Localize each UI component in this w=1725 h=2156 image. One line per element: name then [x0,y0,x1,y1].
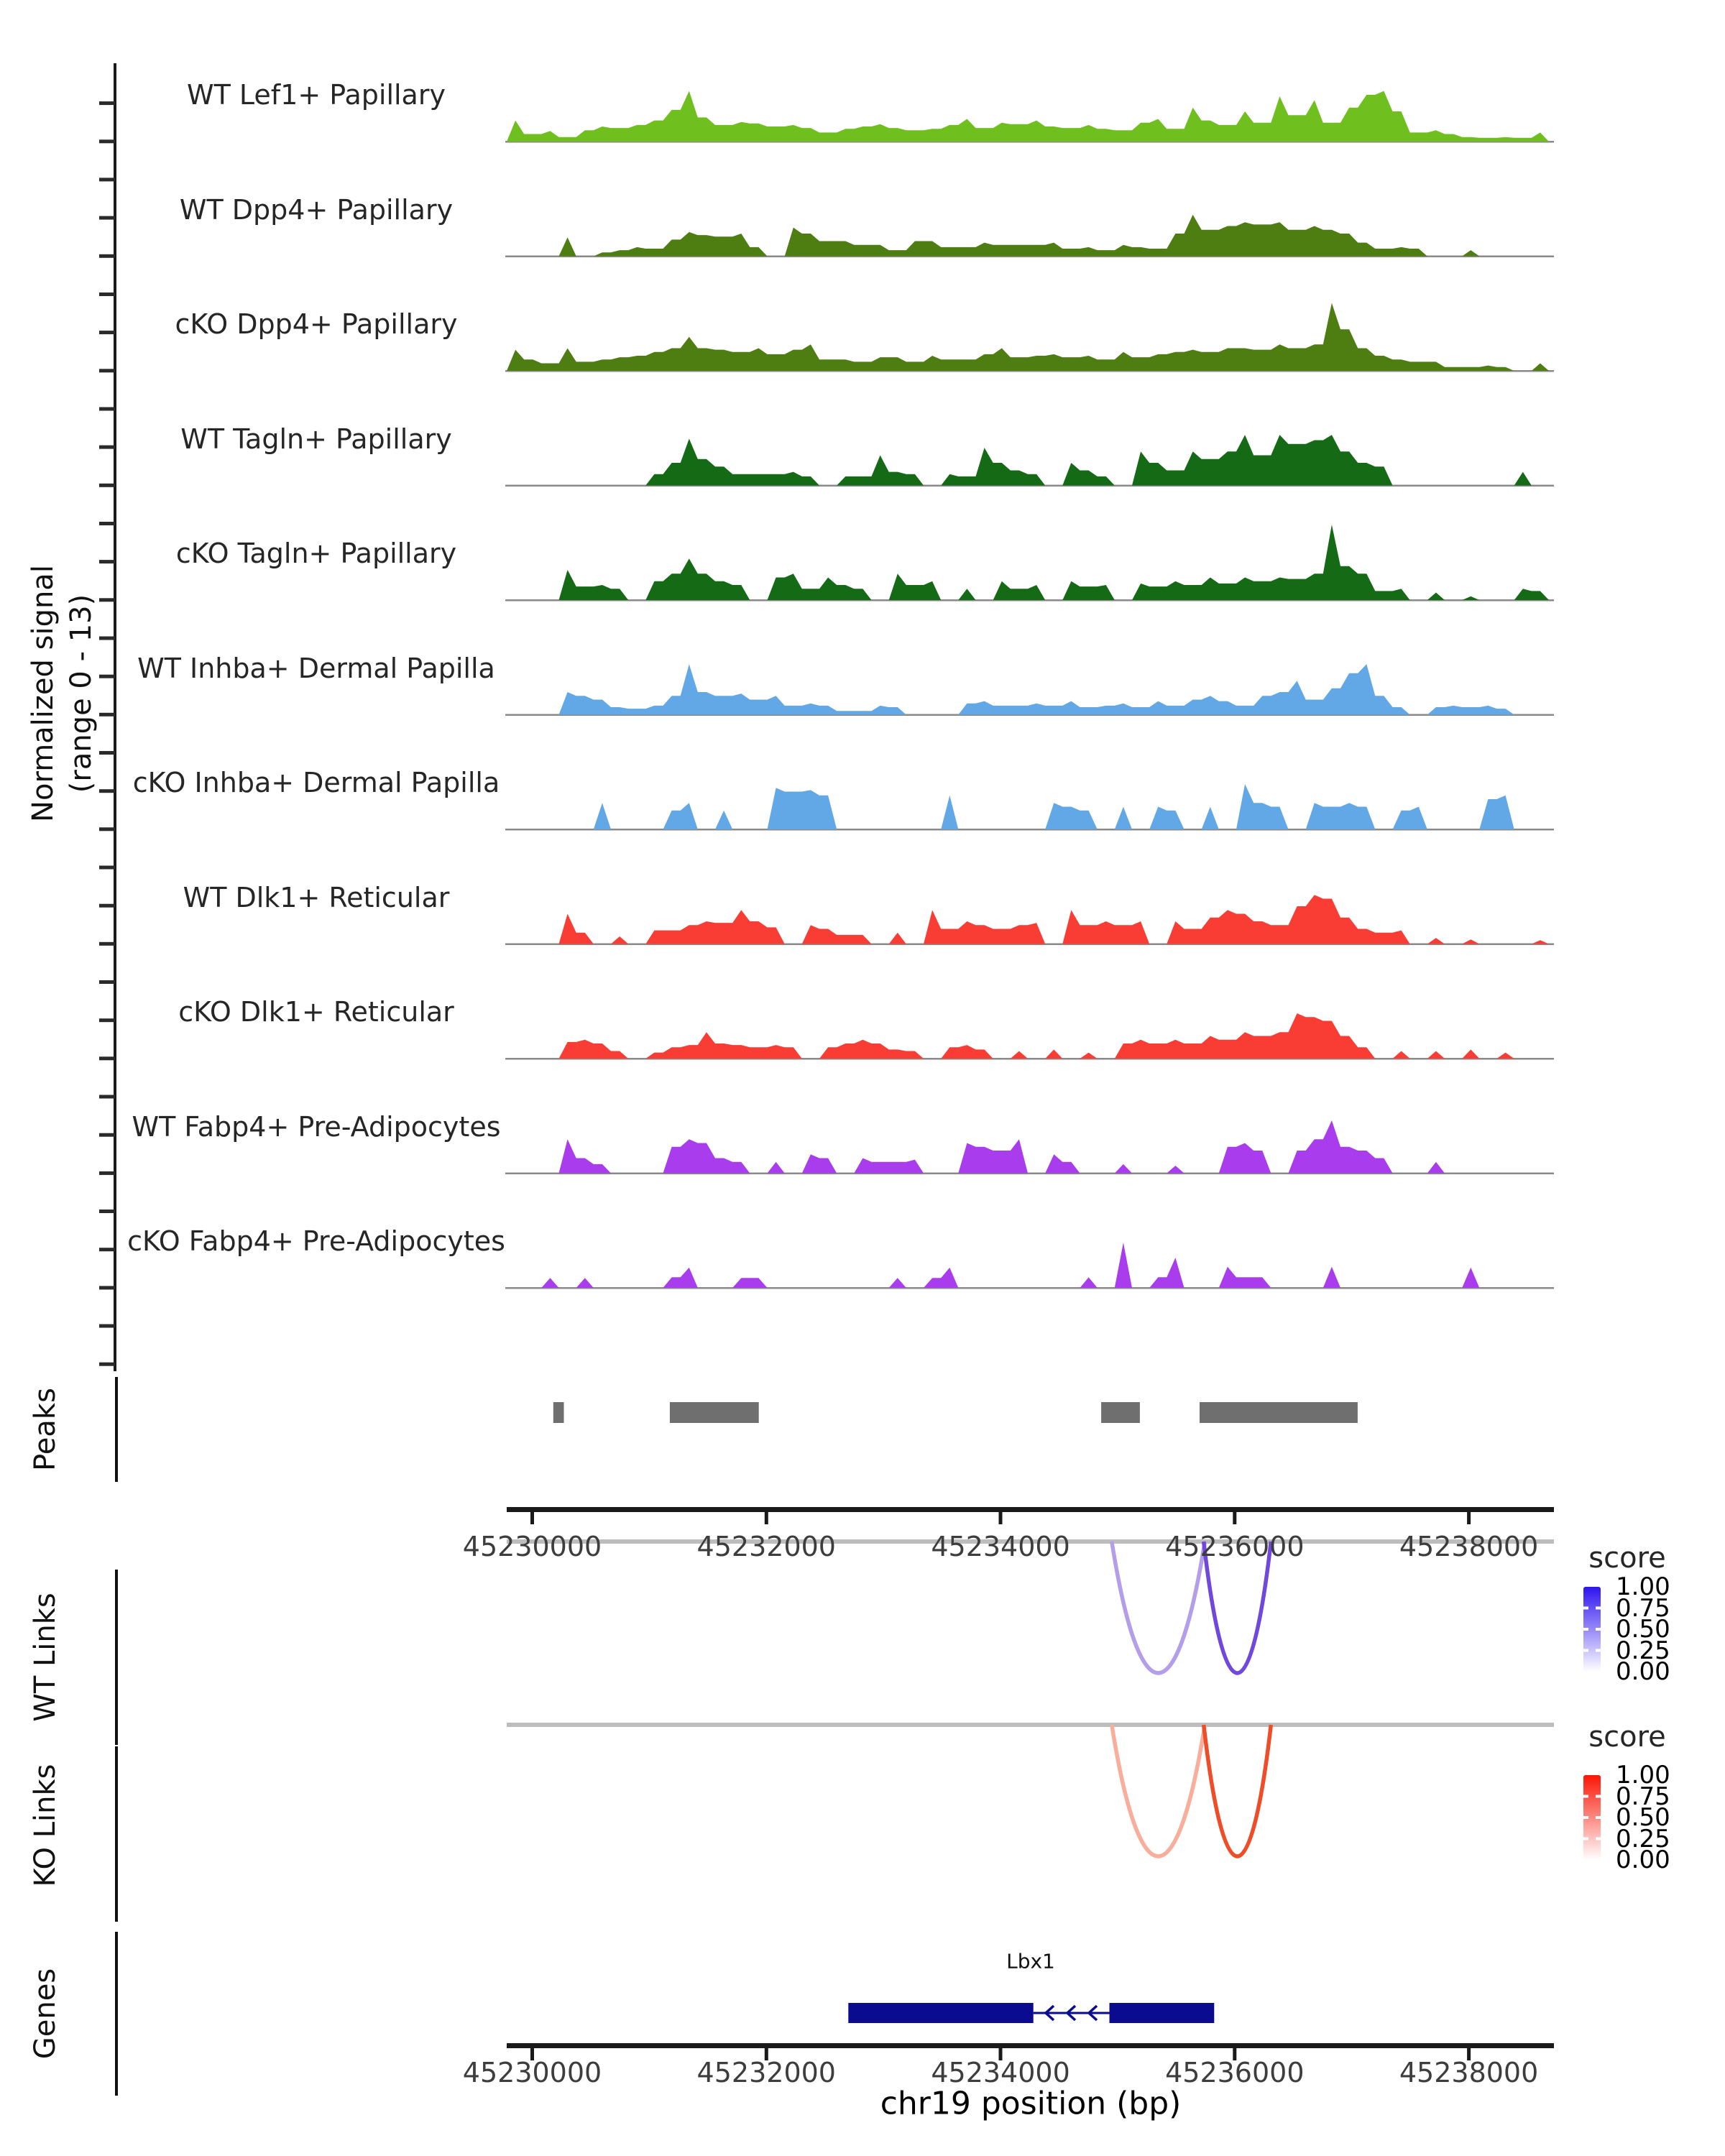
coverage-track-signal [507,1243,1549,1288]
signal-axis-tick [99,904,115,908]
signal-axis-tick [99,675,115,678]
ko-legend-tick-label: 0.50 [1616,1803,1670,1832]
genome-axis-tick-label: 45238000 [1399,2057,1539,2088]
peaks-bracket [115,1377,118,1482]
peak-interval [553,1402,564,1423]
ko-links-arc [1112,1725,1205,1856]
signal-axis-tick [99,331,115,334]
signal-axis-tick [99,1095,115,1099]
signal-axis-tick [99,1018,115,1022]
x-axis-title: chr19 position (bp) [880,2085,1182,2122]
track-label: WT Dpp4+ Papillary [179,193,454,226]
ko-links-bracket [115,1746,118,1922]
wt-legend-tick-label: 0.00 [1616,1657,1670,1686]
track-label: WT Fabp4+ Pre-Adipocytes [132,1110,501,1143]
ko-legend-bar-tick [1583,1816,1588,1819]
genome-axis-tick-label: 45232000 [696,1531,836,1562]
signal-axis-tick [99,369,115,372]
signal-axis-tick [99,101,115,105]
wt-legend-tick-label: 1.00 [1616,1572,1670,1601]
signal-axis-tick [99,1248,115,1251]
wt-links-bracket [115,1570,118,1745]
genome-axis-tick [530,1512,534,1524]
signal-axis-tick [99,1286,115,1289]
signal-axis-tick [99,1133,115,1137]
wt-legend-bar-tick [1596,1649,1601,1652]
signal-axis-tick [99,637,115,640]
coverage-track-signal [507,1120,1549,1174]
signal-axis-tick [99,1210,115,1213]
track-label: WT Tagln+ Papillary [180,423,452,455]
coverage-track-signal [507,895,1549,944]
gene-exon-block [1110,2003,1215,2023]
genome-axis-tick [1233,1512,1236,1524]
signal-axis-tick [99,1056,115,1060]
signal-axis-tick [99,598,115,602]
wt-legend-tick-label: 0.25 [1616,1636,1670,1665]
ko-legend-bar-tick [1596,1838,1601,1841]
peak-interval [670,1402,759,1423]
genome-axis-tick-label: 45236000 [1165,2057,1305,2088]
ko-legend-tick-label: 0.25 [1616,1824,1670,1853]
genome-axis-line [507,2043,1554,2048]
ko-links-legend-title: score [1588,1720,1666,1754]
ko-legend-tick-label: 1.00 [1616,1761,1670,1789]
signal-axis-tick [99,292,115,296]
signal-axis-tick [99,139,115,143]
track-baseline [505,1173,1554,1175]
genome-axis-tick-label: 45230000 [462,2057,602,2088]
coverage-track-signal [507,215,1549,257]
signal-axis-tick [99,789,115,793]
coverage-track-signal [507,525,1549,600]
gene-exon-block [848,2003,1033,2023]
gene-name-label: Lbx1 [1006,1949,1055,1973]
wt-legend-bar-tick [1583,1649,1588,1652]
wt-legend-bar-tick [1583,1628,1588,1631]
wt-legend-tick-label: 0.75 [1616,1593,1670,1623]
track-label: cKO Dpp4+ Papillary [175,308,458,340]
genes-bracket [115,1932,118,2096]
signal-axis-tick [99,980,115,984]
genome-axis-tick-label: 45234000 [931,1531,1070,1562]
genome-axis-tick [765,1512,768,1524]
wt-legend-bar-tick [1596,1607,1601,1610]
signal-axis-line [114,63,116,1371]
signal-axis-tick [99,1363,115,1366]
ko-links-baseline [507,1723,1554,1727]
signal-axis-tick [99,713,115,717]
signal-axis-tick [99,866,115,870]
wt-legend-bar-tick [1583,1607,1588,1610]
peak-interval [1101,1402,1140,1423]
track-label: cKO Inhba+ Dermal Papilla [132,767,500,798]
genome-axis-tick [999,1512,1003,1524]
signal-axis-tick [99,216,115,220]
track-label: cKO Dlk1+ Reticular [178,996,454,1028]
signal-axis-tick [99,178,115,181]
signal-axis-tick [99,827,115,831]
track-label: cKO Tagln+ Papillary [175,538,457,569]
genome-axis-tick-label: 45230000 [462,1531,602,1562]
section-label-wt-links: WT Links [29,1593,62,1722]
ko-legend-bar-tick [1583,1795,1588,1798]
ko-legend-bar-tick [1583,1838,1588,1841]
track-label: cKO Fabp4+ Pre-Adipocytes [127,1225,505,1257]
genome-axis-line [507,1507,1554,1512]
coverage-track-signal [507,784,1549,829]
section-label-ko-links: KO Links [29,1764,62,1887]
section-label-genes: Genes [29,1968,62,2060]
signal-axis-tick [99,942,115,946]
genome-axis-tick-label: 45234000 [931,2057,1070,2088]
coverage-track-signal [507,435,1549,485]
peak-interval [1200,1402,1358,1423]
ko-legend-bar-tick [1596,1816,1601,1819]
signal-axis-tick [99,522,115,525]
track-label: WT Lef1+ Papillary [187,79,446,111]
genome-axis-tick-label: 45232000 [696,2057,836,2088]
signal-axis-tick [99,446,115,449]
signal-axis-tick [99,751,115,755]
wt-links-legend-title: score [1588,1542,1666,1575]
y-axis-label-line2: (range 0 - 13) [65,594,98,793]
signal-axis-tick [99,560,115,563]
section-label-peaks: Peaks [29,1388,62,1471]
y-axis-label-line1: Normalized signal [27,565,60,822]
signal-axis-tick [99,407,115,411]
track-label: WT Dlk1+ Reticular [183,881,450,913]
wt-legend-bar-tick [1596,1628,1601,1631]
genome-axis-tick-label: 45236000 [1165,1531,1305,1562]
ko-legend-tick-label: 0.00 [1616,1846,1670,1874]
coverage-track-signal [507,303,1549,372]
ko-legend-tick-label: 0.75 [1616,1782,1670,1811]
coverage-track-signal [507,664,1549,714]
genome-axis-tick [1467,1512,1471,1524]
wt-legend-tick-label: 0.50 [1616,1615,1670,1644]
ko-links-arc [1204,1725,1271,1856]
track-baseline [505,1287,1554,1289]
signal-axis-tick [99,254,115,258]
track-label: WT Inhba+ Dermal Papilla [137,652,495,684]
coverage-track-signal [507,91,1549,142]
ko-legend-bar-tick [1596,1795,1601,1798]
genome-axis-tick-label: 45238000 [1399,1531,1539,1562]
signal-axis-tick [99,1171,115,1175]
signal-axis-tick [99,1325,115,1328]
coverage-track-signal [507,1013,1549,1059]
signal-axis-tick [99,484,115,487]
